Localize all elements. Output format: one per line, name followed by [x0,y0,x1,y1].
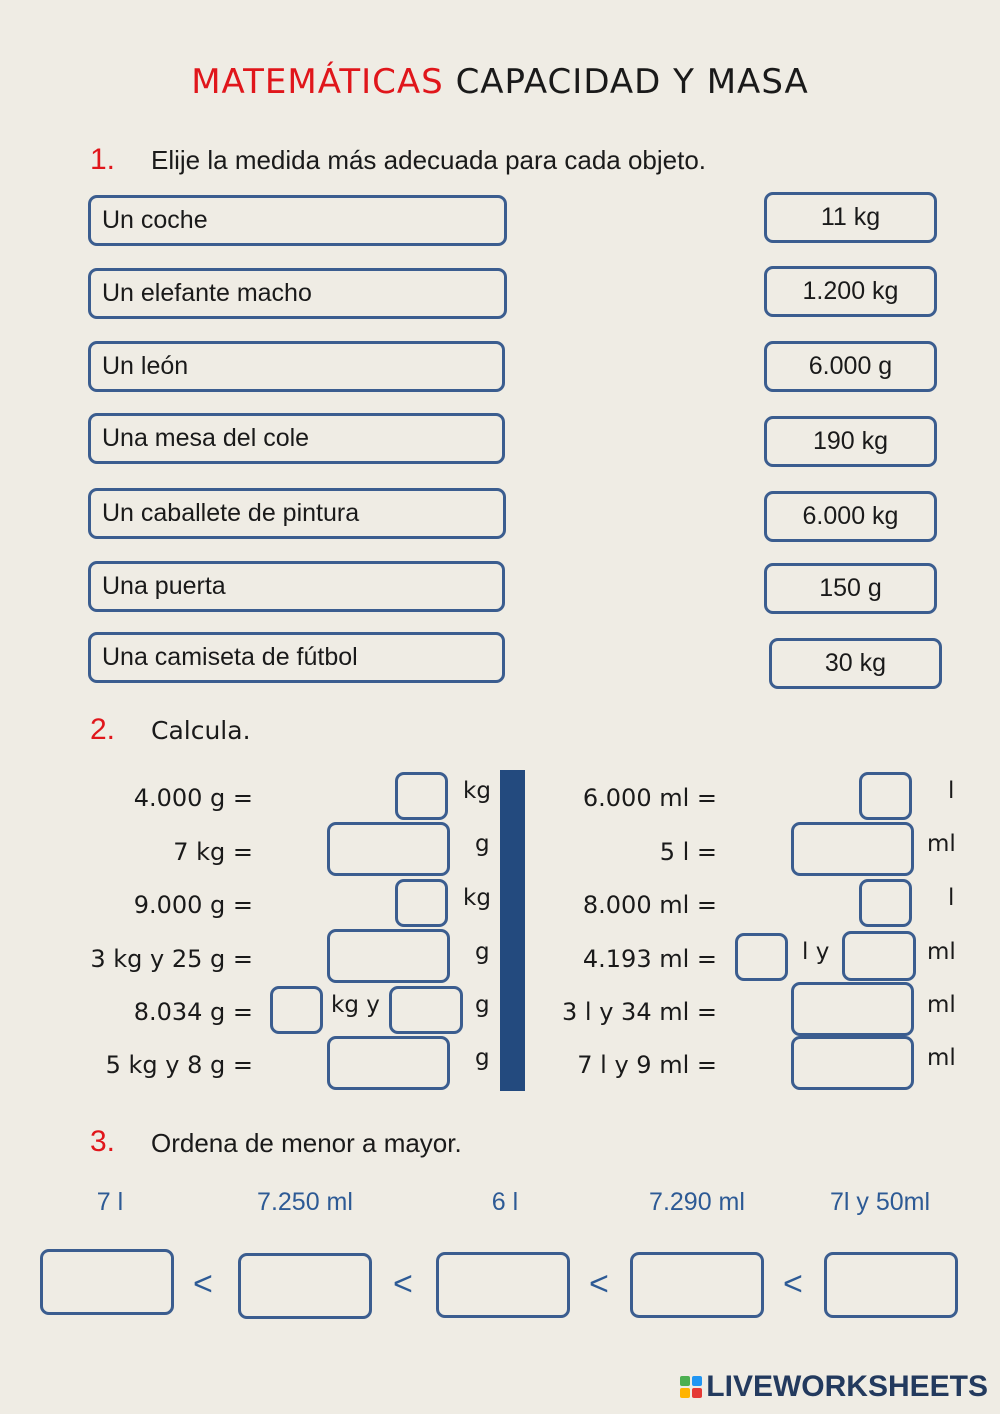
mass-answer-4[interactable] [327,929,450,983]
measure-box-1[interactable]: 11 kg [764,192,937,243]
object-box-6: Una puerta [88,561,505,612]
mass-unit-4: g [475,939,490,965]
capacity-answer-6[interactable] [791,1036,914,1090]
mass-answer-2[interactable] [327,822,450,876]
mass-equation-2: 7 kg = [173,838,253,866]
section1-instruction: Elije la medida más adecuada para cada objeto. [151,145,707,175]
section1-number: 1. [90,143,116,176]
capacity-answer-5[interactable] [791,982,914,1036]
order-answer-5[interactable] [824,1252,958,1318]
order-value-3: 6 l [491,1188,519,1216]
capacity-equation-1: 6.000 ml = [582,784,717,812]
capacity-equation-5: 3 l y 34 ml = [562,998,717,1026]
less-than-3: < [589,1265,609,1303]
object-box-1: Un coche [88,195,507,246]
mass-equation-6: 5 kg y 8 g = [105,1051,253,1079]
order-value-1: 7 l [96,1188,124,1216]
capacity-equation-3: 8.000 ml = [582,891,717,919]
measure-box-6[interactable]: 150 g [764,563,937,614]
object-box-2: Un elefante macho [88,268,507,319]
mass-unit-3: kg [463,885,491,911]
capacity-answer-3[interactable] [859,879,912,927]
measure-box-2[interactable]: 1.200 kg [764,266,937,317]
capacity-equation-6: 7 l y 9 ml = [577,1051,717,1079]
mass-answer-5a[interactable] [270,986,323,1034]
section3-instruction: Ordena de menor a mayor. [151,1128,462,1158]
capacity-unit-3: l [948,885,955,911]
order-value-5: 7l y 50ml [829,1188,931,1216]
section3-number: 3. [90,1125,116,1158]
order-answer-3[interactable] [436,1252,570,1318]
section2-number: 2. [90,713,116,746]
section2-instruction: Calcula. [151,716,251,745]
mass-equation-5: 8.034 g = [133,998,253,1026]
order-answer-1[interactable] [40,1249,174,1315]
less-than-4: < [783,1265,803,1303]
measure-box-4[interactable]: 190 kg [764,416,937,467]
measure-box-5[interactable]: 6.000 kg [764,491,937,542]
column-divider [500,770,525,1091]
mass-equation-3: 9.000 g = [133,891,253,919]
capacity-answer-2[interactable] [791,822,914,876]
title-topic: CAPACIDAD Y MASA [455,62,809,102]
mass-unit-5: g [475,992,490,1018]
mass-equation-1: 4.000 g = [133,784,253,812]
page-title [0,62,1000,102]
mass-equation-4: 3 kg y 25 g = [90,945,253,973]
capacity-unit-6: ml [927,1045,956,1071]
capacity-unit-2: ml [927,831,956,857]
object-box-5: Un caballete de pintura [88,488,506,539]
liveworksheets-logo-icon [680,1376,702,1398]
less-than-1: < [193,1265,213,1303]
mass-unit-6: g [475,1045,490,1071]
capacity-unit-5: ml [927,992,956,1018]
object-box-7: Una camiseta de fútbol [88,632,505,683]
capacity-unit-4: ml [927,939,956,965]
mass-answer-1[interactable] [395,772,448,820]
order-answer-4[interactable] [630,1252,764,1318]
measure-box-7[interactable]: 30 kg [769,638,942,689]
capacity-answer-4b[interactable] [842,931,916,981]
order-value-2: 7.250 ml [257,1188,353,1216]
capacity-mid-4: l y [802,939,830,965]
mass-answer-5b[interactable] [389,986,463,1034]
object-box-3: Un león [88,341,505,392]
capacity-equation-2: 5 l = [659,838,717,866]
capacity-unit-1: l [948,778,955,804]
liveworksheets-brand: LIVEWORKSHEETS [706,1370,988,1403]
measure-box-3[interactable]: 6.000 g [764,341,937,392]
mass-unit-1: kg [463,778,491,804]
capacity-answer-4a[interactable] [735,933,788,981]
order-answer-2[interactable] [238,1253,372,1319]
object-box-4: Una mesa del cole [88,413,505,464]
capacity-answer-1[interactable] [859,772,912,820]
liveworksheets-logo[interactable] [680,1370,988,1404]
mass-mid-5: kg y [331,992,380,1018]
mass-answer-6[interactable] [327,1036,450,1090]
mass-answer-3[interactable] [395,879,448,927]
order-value-4: 7.290 ml [649,1188,745,1216]
capacity-equation-4: 4.193 ml = [582,945,717,973]
less-than-2: < [393,1265,413,1303]
title-subject: MATEMÁTICAS [191,62,444,102]
mass-unit-2: g [475,831,490,857]
